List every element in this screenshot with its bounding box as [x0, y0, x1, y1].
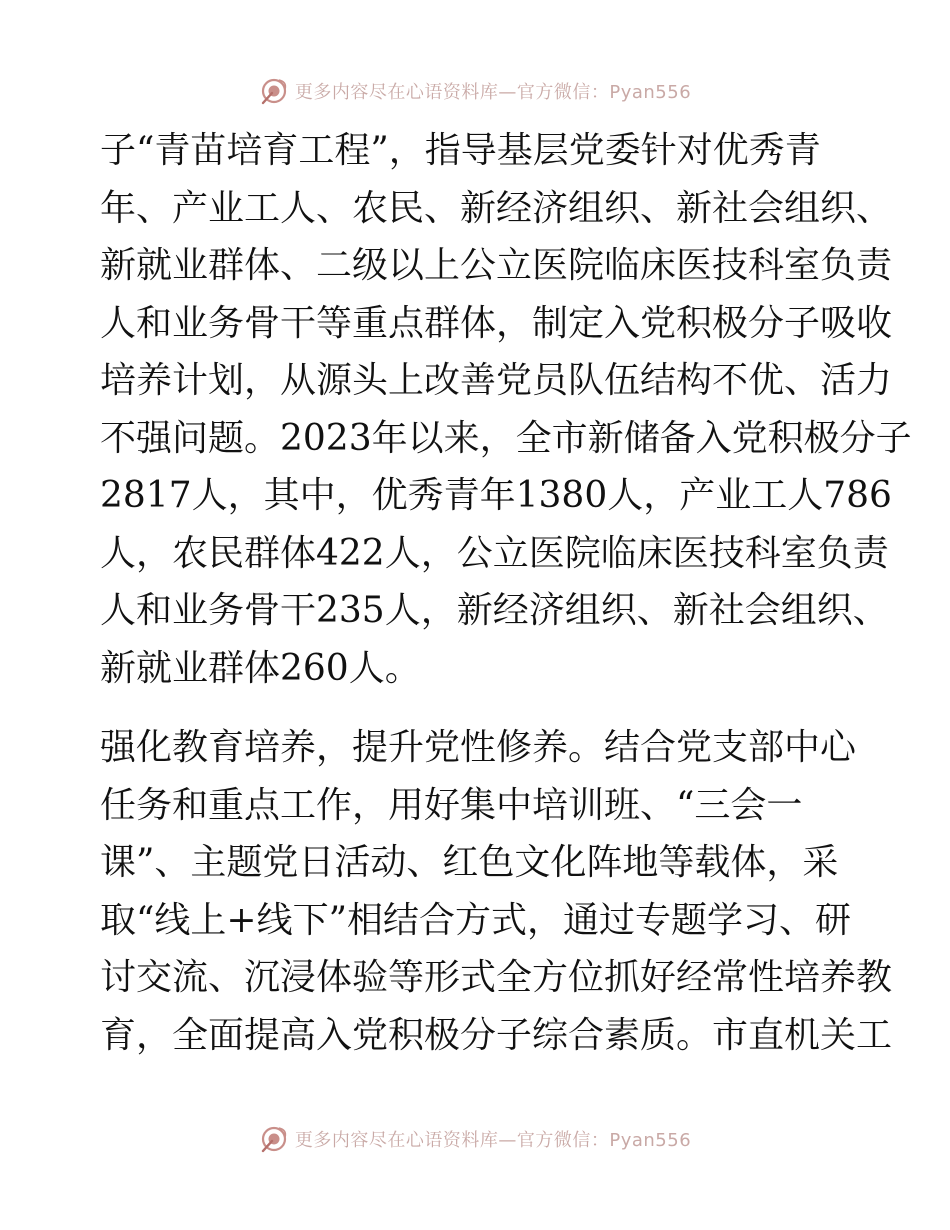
quill-seal-icon [259, 76, 289, 106]
watermark-text: 更多内容尽在心语资料库—官方微信：Pyan556 [294, 82, 692, 103]
footer-watermark [0, 1122, 950, 1156]
text-line: 课”、主题党日活动、红色文化阵地等载体，采 [100, 842, 839, 883]
text-line: 取“线上+线下”相结合方式，通过专题学习、研 [100, 899, 851, 941]
text-line: 人和业务骨干235人，新经济组织、新社会组织、 [100, 590, 889, 631]
text-line: 年、产业工人、农民、新经济组织、新社会组织、 [100, 187, 893, 229]
text-line: 不强问题。2023年以来，全市新储备入党积极分子 [100, 417, 912, 459]
watermark-text: 更多内容尽在心语资料库—官方微信：Pyan556 [294, 1130, 692, 1151]
paragraph-2 [100, 719, 893, 1064]
text-line: 新就业群体260人。 [100, 647, 421, 689]
paragraph-spacer [100, 697, 860, 719]
text-line: 人，农民群体422人，公立医院临床医技科室负责 [100, 532, 889, 574]
text-line: 讨交流、沉浸体验等形式全方位抓好经常性培养教 [100, 957, 893, 998]
text-line: 育，全面提高入党积极分子综合素质。市直机关工 [100, 1014, 893, 1056]
text-line: 子“青苗培育工程”，指导基层党委针对优秀青 [100, 130, 821, 171]
text-line: 任务和重点工作，用好集中培训班、“三会一 [100, 784, 803, 826]
header-watermark [0, 74, 950, 108]
text-line: 培养计划，从源头上改善党员队伍结构不优、活力 [100, 360, 893, 401]
quill-seal-icon [259, 1124, 289, 1154]
paragraph-1 [100, 122, 912, 697]
text-line: 人和业务骨干等重点群体，制定入党积极分子吸收 [100, 302, 893, 344]
text-line: 新就业群体、二级以上公立医院临床医技科室负责 [100, 245, 893, 286]
text-line: 强化教育培养，提升党性修养。结合党支部中心 [100, 727, 857, 768]
text-line: 2817人，其中，优秀青年1380人，产业工人786 [100, 475, 892, 516]
document-body [100, 122, 912, 1064]
